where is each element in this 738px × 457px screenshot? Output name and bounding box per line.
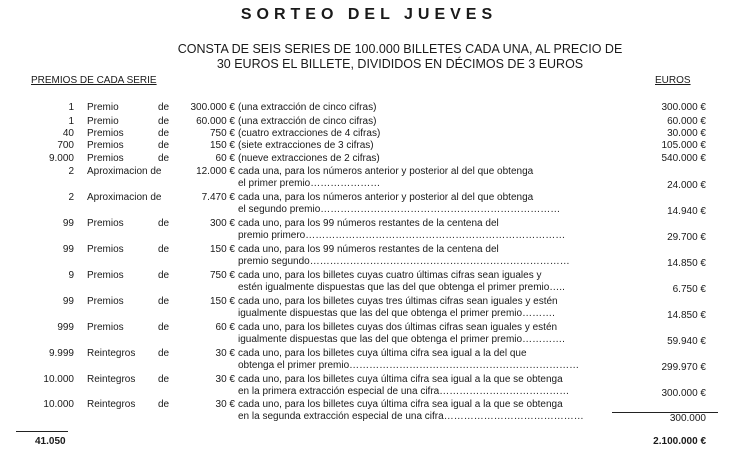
prize-amount: 60 €	[215, 322, 235, 333]
prize-type: Premios	[87, 218, 124, 229]
total-divider-left	[16, 431, 68, 432]
prize-quantity: 2	[68, 192, 74, 203]
prize-de: de	[158, 153, 170, 164]
prize-quantity: 10.000	[43, 374, 74, 385]
prize-total-euros: 299.970 €	[661, 362, 706, 373]
prize-quantity: 99	[62, 218, 74, 229]
prize-description-line-1: cada uno, para los billetes cuyas dos últimas cifras sean iguales y estén	[238, 322, 558, 333]
prize-quantity: 1	[68, 116, 74, 127]
prize-total-euros: 300.000 €	[661, 388, 706, 399]
prize-total-euros: 6.750 €	[672, 284, 706, 295]
prize-amount: 30 €	[215, 399, 235, 410]
prize-de: de	[158, 322, 170, 333]
prize-de: de	[158, 244, 170, 255]
prize-total-euros: 59.940 €	[667, 336, 706, 347]
prize-de: de	[158, 128, 170, 139]
prize-description-line-2: igualmente dispuestas que las del que obtenga el primer premio……….	[238, 308, 555, 319]
prize-description-line-1: (una extracción de cinco cifras)	[238, 102, 377, 113]
prize-de: de	[158, 218, 170, 229]
table-row	[0, 348, 738, 372]
prize-type: Premios	[87, 322, 124, 333]
prize-de: de	[158, 374, 170, 385]
prize-type: Premios	[87, 128, 124, 139]
subtitle	[120, 42, 680, 72]
prize-description-line-1: (cuatro extracciones de 4 cifras)	[238, 128, 381, 139]
prize-amount: 60.000 €	[196, 116, 235, 127]
prize-amount: 750 €	[209, 128, 235, 139]
prize-total-euros: 24.000 €	[667, 180, 706, 191]
prize-type: Premios	[87, 270, 124, 281]
prize-de: de	[158, 348, 170, 359]
prize-description-line-1: (siete extracciones de 3 cifras)	[238, 140, 374, 151]
prize-type: Premios	[87, 140, 124, 151]
prize-amount: 7.470 €	[201, 192, 235, 203]
prize-quantity: 9	[68, 270, 74, 281]
prize-de: de	[158, 399, 170, 410]
prize-description-line-1: cada uno, para los billetes cuyas cuatro últimas cifras sean iguales y	[238, 270, 542, 281]
prize-amount: 300.000 €	[190, 102, 235, 113]
prize-description-line-1: cada uno, para los billetes cuya última cifra sea igual a la del que	[238, 348, 527, 359]
prize-quantity: 700	[57, 140, 74, 151]
prize-type: Premios	[87, 153, 124, 164]
table-row	[0, 374, 738, 398]
table-row	[0, 399, 738, 423]
prize-total-euros: 300.000 €	[661, 102, 706, 113]
prize-description-line-1: (una extracción de cinco cifras)	[238, 116, 377, 127]
total-divider-right	[612, 412, 718, 413]
prize-quantity: 9.000	[48, 153, 74, 164]
prize-description-line-2: el primer premio…………………	[238, 178, 381, 189]
subtitle-line-1: CONSTA DE SEIS SERIES DE 100.000 BILLETES CADA UNA, AL PRECIO DE	[177, 42, 623, 56]
prize-de: de	[158, 140, 170, 151]
prize-total-euros: 30.000 €	[667, 128, 706, 139]
prize-de: de	[158, 116, 170, 127]
prize-quantity: 99	[62, 244, 74, 255]
prize-type: Reintegros	[87, 374, 136, 385]
page-title: SORTEO DEL JUEVES	[240, 6, 498, 23]
prize-amount: 12.000 €	[196, 166, 235, 177]
prize-description-line-2: obtenga el primer premio……………………………………………………………	[238, 360, 580, 371]
prize-quantity: 40	[62, 128, 74, 139]
prize-description-line-2: en la primera extracción especial de una cifra…………………………………	[238, 386, 570, 397]
prize-description-line-1: cada una, para los números anterior y posterior al del que obtenga	[238, 166, 534, 177]
prize-description-line-2: el segundo premio………………………………………………………………	[238, 204, 561, 215]
prize-description-line-2: estén igualmente dispuestas que las del que obtenga el primer premio…..	[238, 282, 565, 293]
prize-type: Reintegros	[87, 399, 136, 410]
prize-de: de	[158, 102, 170, 113]
prize-description-line-1: cada uno, para los 99 números restantes de la centena del	[238, 218, 499, 229]
prize-total-euros: 540.000 €	[661, 153, 706, 164]
prize-quantity: 9.999	[48, 348, 74, 359]
prize-description-line-2: premio primero……………………………………………………………………	[238, 230, 566, 241]
prize-total-euros: 29.700 €	[667, 232, 706, 243]
prize-amount: 300 €	[209, 218, 235, 229]
table-row	[0, 192, 738, 216]
prize-amount: 30 €	[215, 374, 235, 385]
prize-amount: 30 €	[215, 348, 235, 359]
prize-amount: 150 €	[209, 244, 235, 255]
table-row	[0, 166, 738, 190]
prize-quantity: 999	[57, 322, 74, 333]
prize-description-line-2: igualmente dispuestas que las del que obtenga el primer premio………….	[238, 334, 565, 345]
prize-quantity: 1	[68, 102, 74, 113]
prize-total-euros: 60.000 €	[667, 116, 706, 127]
prize-type: Premios	[87, 244, 124, 255]
total-euros: 2.100.000 €	[653, 436, 706, 447]
header-euros: EUROS	[655, 75, 691, 86]
prize-amount: 750 €	[209, 270, 235, 281]
header-premios: PREMIOS DE CADA SERIE	[31, 75, 157, 86]
prize-amount: 60 €	[215, 153, 235, 164]
prize-total-euros: 105.000 €	[661, 140, 706, 151]
subtitle-line-2: 30 EUROS EL BILLETE, DIVIDIDOS EN DÉCIMOS DE 3 EUROS	[216, 57, 584, 71]
total-count: 41.050	[35, 436, 66, 447]
table-row	[0, 270, 738, 294]
prize-quantity: 2	[68, 166, 74, 177]
table-row	[0, 244, 738, 268]
prize-type: Premio	[87, 116, 119, 127]
prize-total-euros: 14.850 €	[667, 310, 706, 321]
prize-description-line-1: cada uno, para los billetes cuyas tres últimas cifras sean iguales y estén	[238, 296, 558, 307]
table-row	[0, 218, 738, 242]
prize-type: Aproximacion de	[87, 166, 162, 177]
prize-type: Premios	[87, 296, 124, 307]
prize-quantity: 10.000	[43, 399, 74, 410]
table-row	[0, 296, 738, 320]
prize-total-euros: 14.850 €	[667, 258, 706, 269]
prize-type: Reintegros	[87, 348, 136, 359]
prize-description-line-2: premio segundo……………………………………………………………………	[238, 256, 570, 267]
prize-total-euros: 300.000	[669, 413, 706, 424]
prize-quantity: 99	[62, 296, 74, 307]
prize-description-line-1: (nueve extracciones de 2 cifras)	[238, 153, 380, 164]
prize-de: de	[158, 296, 170, 307]
prize-description-line-1: cada uno, para los billetes cuya última cifra sea igual a la que se obtenga	[238, 399, 563, 410]
prize-description-line-1: cada uno, para los 99 números restantes de la centena del	[238, 244, 499, 255]
prize-amount: 150 €	[209, 140, 235, 151]
prize-amount: 150 €	[209, 296, 235, 307]
prize-description-line-1: cada una, para los números anterior y posterior al del que obtenga	[238, 192, 534, 203]
prize-type: Premio	[87, 102, 119, 113]
prize-total-euros: 14.940 €	[667, 206, 706, 217]
table-row	[0, 322, 738, 346]
prize-type: Aproximacion de	[87, 192, 162, 203]
prize-de: de	[158, 270, 170, 281]
prize-description-line-2: en la segunda extracción especial de una cifra……………………………………	[238, 411, 584, 422]
prize-description-line-1: cada uno, para los billetes cuya última cifra sea igual a la que se obtenga	[238, 374, 563, 385]
